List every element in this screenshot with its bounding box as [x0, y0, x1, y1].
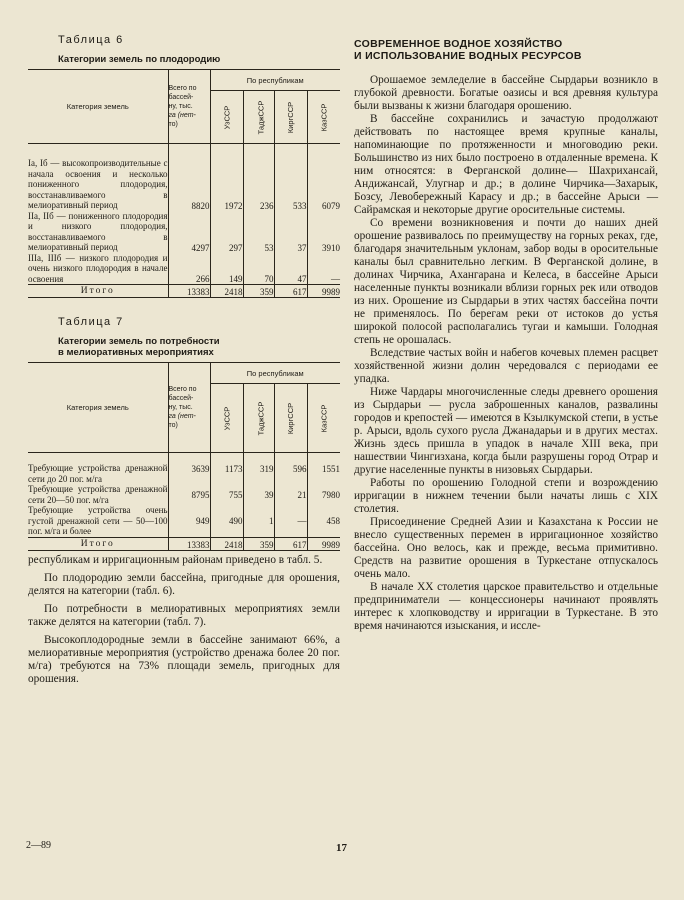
table7-caption: Таблица 7: [58, 316, 124, 328]
table7-col-kirgssr: КиргССР: [274, 384, 307, 453]
table-row: Требующие устройства очень густой дренажной сети — 50—100 пог. м/га и более 949 490 1 — 458: [28, 505, 340, 536]
signature-mark: 2—89: [26, 840, 51, 851]
table7-header-total: Всего по бассей- ну, тыс. га (нет- то): [168, 363, 210, 453]
table7: [28, 362, 340, 551]
right-column: [354, 38, 658, 633]
paragraph: Вследствие частых войн и набегов кочевых племен расцвет хозяйственной жизни долин чередовался с периодами ее упадка.: [354, 347, 658, 385]
section-title: СОВРЕМЕННОЕ ВОДНОЕ ХОЗЯЙСТВО И ИСПОЛЬЗОВАНИЕ ВОДНЫХ РЕСУРСОВ: [354, 38, 582, 62]
table-row: Требующие устройства дренажной сети до 20 пог. м/га 3639 1173 319 596 1551: [28, 453, 340, 485]
table6-title: Категории земель по плодородию: [58, 54, 221, 65]
table-row: Требующие устройства дренажной сети 20—50 пог. м/га 8795 755 39 21 7980: [28, 484, 340, 505]
table6-col-tadzhssr: ТаджССР: [243, 91, 274, 144]
table-row: Iа, Iб — высокопроизводительные с начала освоения и несколько пониженного плодородия, восстанавливаемого в мелиоративный период 8820 1972 236 533 6079: [28, 144, 340, 211]
paragraph: По потребности в мелиоративных мероприятиях земли также делятся на категории (табл. 7).: [28, 602, 340, 628]
table-row: IIIа, IIIб — низкого плодородия и очень низкого плодородия в начале освоения 266 149 70 47 —: [28, 252, 340, 284]
paragraph: Со времени возникновения и почти до наших дней орошение развивалось по преимуществу на горных реках, где, благодаря значительным уклонам, забор воды в оросительные каналы был сравнительно легким. В Ферганской долине, в долинах Чирчика, Ахангарана и Келеса, в бассейне Арыси населенные пункты возникали вблизи горных рек или отводов из них. Орошение из Сырдарьи в этих частях бассейна почти не применялось. По берегам реки от истоков до устья широкой полосой располагались тугаи и камыши. Голодная степь не орошалась.: [354, 217, 658, 346]
left-body-text: [28, 554, 340, 686]
paragraph: В бассейне сохранились и зачастую продолжают действовать по настоящее время крупные каналы, напоминающие по протяженности и многоводию реки. Большинство из них было построено в отдаленные времена. К ним относятся: в Ферганской долине— Шахриханcай, Андижансай, Улугнар и др.; в долине Чирчика—Захарык, Бозсу, Левобережный Карасу и др.; в бассейне Арыси — Сайрамская и некоторые другие оросительные системы.: [354, 113, 658, 216]
paragraph: республикам и ирригационным районам приведено в табл. 5.: [28, 553, 323, 566]
left-column: [28, 34, 340, 686]
table7-title: Категории земель по потребности в мелиоративных мероприятиях: [58, 336, 220, 358]
table6-header-category: Категория земель: [28, 70, 168, 144]
paragraph: Присоединение Средней Азии и Казахстана к России не внесло существенных перемен в ирригационное хозяйство бассейна. Оно велось, как и прежде, весьма примитивно. Средств на развитие орошения в Туркестане отпускалось очень мало.: [354, 516, 658, 580]
table7-total-row: Итого 13383 2418 359 617 9989: [28, 537, 340, 550]
page-number: 17: [336, 842, 347, 854]
paragraph: В начале XX столетия царское правительство и отдельные предприниматели — концессионеры начинают проявлять интерес к хлопководству и ирригации в Туркестане. В это время начинаются изыскания, и иссле-: [354, 581, 658, 632]
paragraph: Работы по орошению Голодной степи и возрождению ирригации в нижнем течении были начаты лишь с XIX столетия.: [354, 477, 658, 515]
table6-col-uzssr: УзССР: [210, 91, 243, 144]
table6: [28, 69, 340, 298]
table6-col-kazssr: КазССР: [307, 91, 340, 144]
table6-header-republics: По республикам: [210, 70, 340, 91]
table6-total-row: Итого 13383 2418 359 617 9989: [28, 285, 340, 298]
table7-header-category: Категория земель: [28, 363, 168, 453]
table7-col-kazssr: КазССР: [307, 384, 340, 453]
table7-header-republics: По республикам: [210, 363, 340, 384]
table6-col-kirgssr: КиргССР: [274, 91, 307, 144]
paragraph: Ниже Чардары многочисленные следы древнего орошения из Сырдарьи — русла заброшенных каналов, развалины городов и крепостей — имеются в Кзылкумской степи, в устье р. Арыси, вдоль сухого русла Джанадарьи и в других местах. Жизнь здесь пришла в упадок в начале XIII века, при нашествии Чингизхана, когда были разрушены город Отрар и другие населенные пункты в низовьях Сырдарьи.: [354, 386, 658, 476]
table7-col-uzssr: УзССР: [210, 384, 243, 453]
paragraph: Высокоплодородные земли в бассейне занимают 66%, а мелиоративные мероприятия (устройство дренажа более 20 пог. м/га) требуются на 73% площади земель, пригодных для орошения.: [28, 633, 340, 685]
paragraph: По плодородию земли бассейна, пригодные для орошения, делятся на категории (табл. 6).: [28, 571, 340, 597]
table6-caption: Таблица 6: [58, 34, 124, 46]
table7-col-tadzhssr: ТаджССР: [243, 384, 274, 453]
table-row: IIа, IIб — пониженного плодородия и низкого плодородия, восстанавливаемого в мелиоративный период 4297 297 53 37 3910: [28, 210, 340, 253]
paragraph: Орошаемое земледелие в бассейне Сырдарьи возникло в глубокой древности. Богатые оазисы и вся древняя культура были вызваны к жизни благодаря орошению.: [354, 74, 658, 112]
table6-header-total: Всего по бассей- ну, тыс. га (нет- то): [168, 70, 210, 144]
